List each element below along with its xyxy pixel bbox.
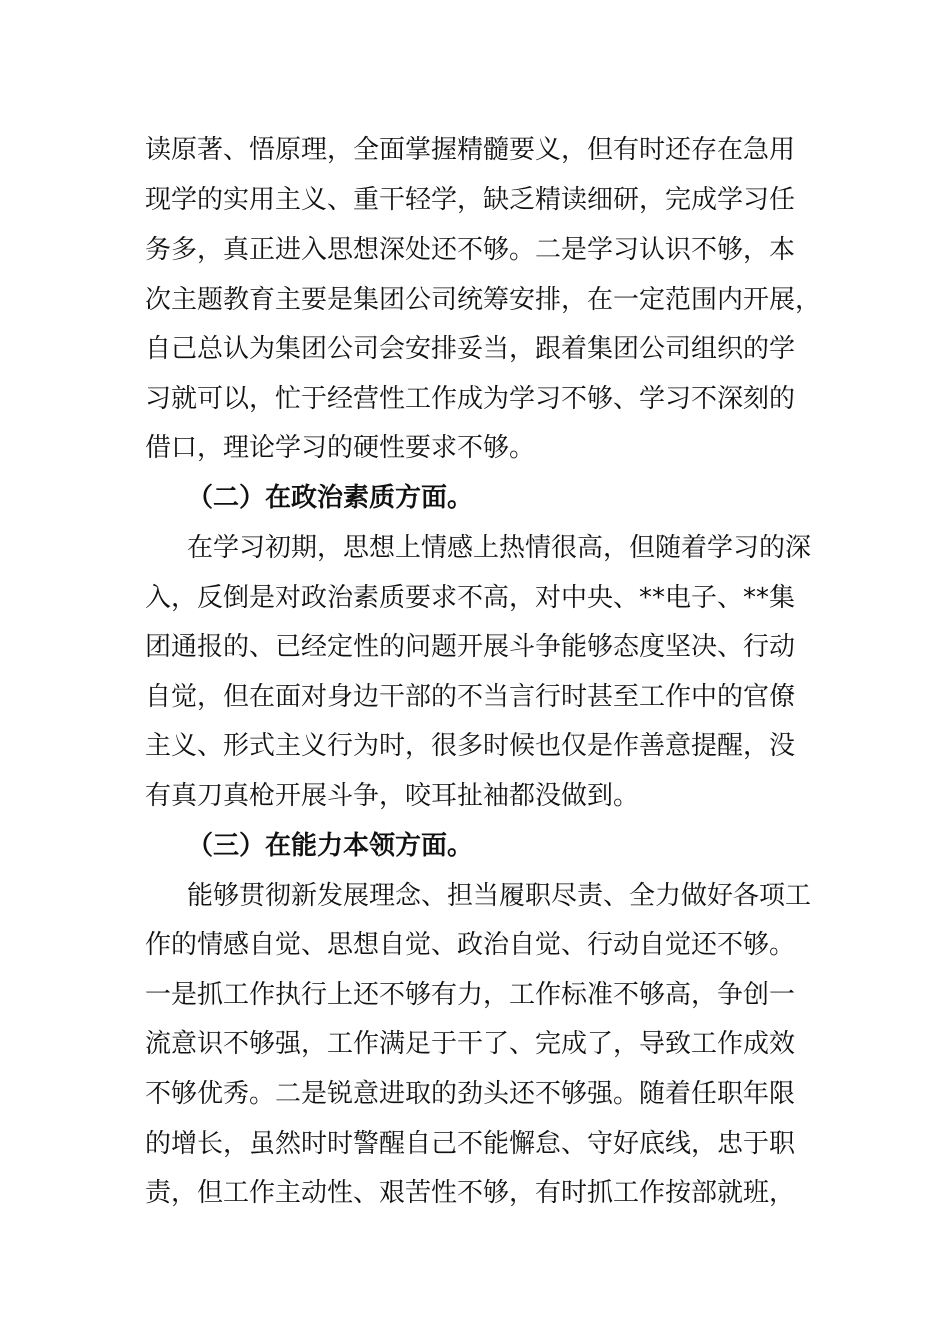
section-heading: （二）在政治素质方面。 <box>187 483 474 513</box>
text-line: 现学的实用主义、重干轻学，缺乏精读细研，完成学习任 <box>145 185 796 215</box>
text-line: 责，但工作主动性、艰苦性不够，有时抓工作按部就班， <box>145 1178 796 1208</box>
text-line: 作的情感自觉、思想自觉、政治自觉、行动自觉还不够。 <box>145 930 796 960</box>
text-line: 的增长，虽然时时警醒自己不能懈怠、守好底线，忠于职 <box>145 1129 796 1159</box>
text-line: 习就可以，忙于经营性工作成为学习不够、学习不深刻的 <box>145 384 796 414</box>
text-line: 一是抓工作执行上还不够有力，工作标准不够高，争创一 <box>145 980 796 1010</box>
text-line: 在学习初期，思想上情感上热情很高，但随着学习的深 <box>187 533 812 563</box>
text-line: 入，反倒是对政治素质要求不高，对中央、**电子、**集 <box>145 583 796 613</box>
text-line: 主义、形式主义行为时，很多时候也仅是作善意提醒，没 <box>145 731 796 761</box>
text-line: 不够优秀。二是锐意进取的劲头还不够强。随着任职年限 <box>145 1079 796 1109</box>
text-line: 自己总认为集团公司会安排妥当，跟着集团公司组织的学 <box>145 334 796 364</box>
section-heading: （三）在能力本领方面。 <box>187 831 474 861</box>
text-line: 团通报的、已经定性的问题开展斗争能够态度坚决、行动 <box>145 632 796 662</box>
text-line: 借口，理论学习的硬性要求不够。 <box>145 433 536 463</box>
text-line: 能够贯彻新发展理念、担当履职尽责、全力做好各项工 <box>187 881 812 911</box>
text-line: 流意识不够强，工作满足于干了、完成了，导致工作成效 <box>145 1029 796 1059</box>
text-line: 自觉，但在面对身边干部的不当言行时甚至工作中的官僚 <box>145 682 796 712</box>
text-line: 务多，真正进入思想深处还不够。二是学习认识不够，本 <box>145 235 796 265</box>
text-line: 有真刀真枪开展斗争，咬耳扯袖都没做到。 <box>145 781 640 811</box>
text-line: 次主题教育主要是集团公司统筹安排，在一定范围内开展， <box>145 285 822 315</box>
text-line: 读原著、悟原理，全面掌握精髓要义，但有时还存在急用 <box>145 135 796 165</box>
